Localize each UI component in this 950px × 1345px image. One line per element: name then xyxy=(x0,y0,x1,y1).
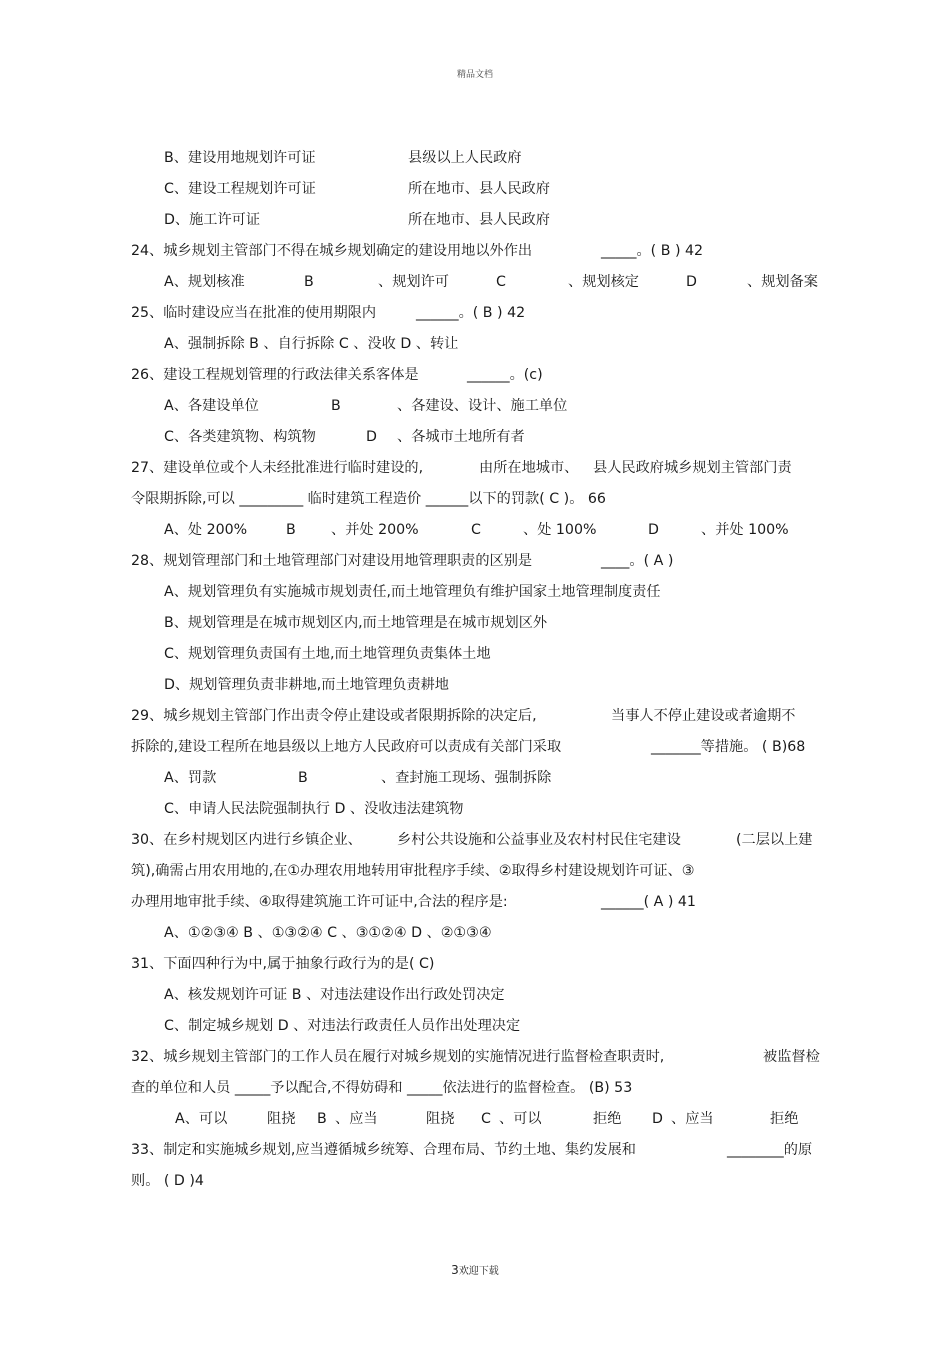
option-line: C、规划管理负责国有土地,而土地管理负责集体土地 xyxy=(164,646,491,662)
option-line: C、建设工程规划许可证 所在地市、县人民政府 xyxy=(164,181,550,197)
question-31: 31、下面四种行为中,属于抽象行政行为的是( C) xyxy=(131,956,435,972)
question-33: 33、制定和实施城乡规划,应当遵循城乡统筹、合理布局、节约土地、集约发展和 ________的原 xyxy=(131,1142,813,1158)
question-28: 28、规划管理部门和土地管理部门对建设用地管理职责的区别是 ____。( A ) xyxy=(131,553,674,569)
question-29: 29、城乡规划主管部门作出责令停止建设或者限期拆除的决定后, 当事人不停止建设或者逾期不 xyxy=(131,708,796,724)
option-line: C、制定城乡规划 D 、对违法行政责任人员作出处理决定 xyxy=(164,1018,521,1034)
option-line: B、建设用地规划许可证 县级以上人民政府 xyxy=(164,150,522,166)
question-30-cont: 办理用地审批手续、④取得建筑施工许可证中,合法的程序是: ______( A ) 41 xyxy=(131,894,696,910)
option-line: C、申请人民法院强制执行 D 、没收违法建筑物 xyxy=(164,801,464,817)
question-29-cont: 拆除的,建设工程所在地县级以上地方人民政府可以责成有关部门采取 _______等措施。 ( B)68 xyxy=(131,739,806,755)
option-line: D、施工许可证 所在地市、县人民政府 xyxy=(164,212,550,228)
option-line: A、各建设单位 B 、各建设、设计、施工单位 xyxy=(164,398,568,414)
option-line: A、可以 阻挠 B 、应当 阻挠 C 、可以 拒绝 D 、应当 拒绝 xyxy=(175,1111,799,1127)
question-30: 30、在乡村规划区内进行乡镇企业、 乡村公共设施和公益事业及农村村民住宅建设 (二层以上建 xyxy=(131,832,813,848)
question-32: 32、城乡规划主管部门的工作人员在履行对城乡规划的实施情况进行监督检查职责时, 被监督检 xyxy=(131,1049,820,1065)
option-line: A、核发规划许可证 B 、对违法建设作出行政处罚决定 xyxy=(164,987,505,1003)
option-line: B、规划管理是在城市规划区内,而土地管理是在城市规划区外 xyxy=(164,615,548,631)
option-line: A、规划核准 B 、规划许可 C 、规划核定 D 、规划备案 xyxy=(164,274,818,290)
option-line: A、处 200% B 、并处 200% C 、处 100% D 、并处 100% xyxy=(164,522,789,538)
option-line: A、罚款 B 、查封施工现场、强制拆除 xyxy=(164,770,552,786)
question-27: 27、建设单位或个人未经批准进行临时建设的, 由所在地城市、 县人民政府城乡规划主管部门责 xyxy=(131,460,792,476)
option-line: D、规划管理负责非耕地,而土地管理负责耕地 xyxy=(164,677,449,693)
option-line: A、强制拆除 B 、自行拆除 C 、没收 D 、转让 xyxy=(164,336,459,352)
option-line: C、各类建筑物、构筑物 D 、各城市土地所有者 xyxy=(164,429,525,445)
question-32-cont: 查的单位和人员 _____予以配合,不得妨碍和 _____依法进行的监督检查。 (B) 53 xyxy=(131,1080,633,1096)
question-24: 24、城乡规划主管部门不得在城乡规划确定的建设用地以外作出 _____。( B ) 42 xyxy=(131,243,704,259)
footer-text: 欢迎下载 xyxy=(458,1266,499,1277)
question-30-cont: 筑),确需占用农用地的,在①办理农用地转用审批程序手续、②取得乡村建设规划许可证、③ xyxy=(131,863,695,879)
page-number: 3 xyxy=(451,1263,459,1277)
question-27-cont: 令限期拆除,可以 _________ 临时建筑工程造价 ______以下的罚款( C )。 66 xyxy=(131,491,606,507)
question-26: 26、建设工程规划管理的行政法律关系客体是 ______。(c) xyxy=(131,367,543,383)
page-header: 精品文档 xyxy=(456,70,493,80)
option-line: A、规划管理负有实施城市规划责任,而土地管理负有维护国家土地管理制度责任 xyxy=(164,584,661,600)
question-33-cont: 则。 ( D )4 xyxy=(131,1173,204,1189)
page-footer xyxy=(0,1262,950,1277)
document-body xyxy=(131,143,831,1197)
option-line: A、①②③④ B 、①③②④ C 、③①②④ D 、②①③④ xyxy=(164,925,492,941)
question-25: 25、临时建设应当在批准的使用期限内 ______。( B ) 42 xyxy=(131,305,526,321)
